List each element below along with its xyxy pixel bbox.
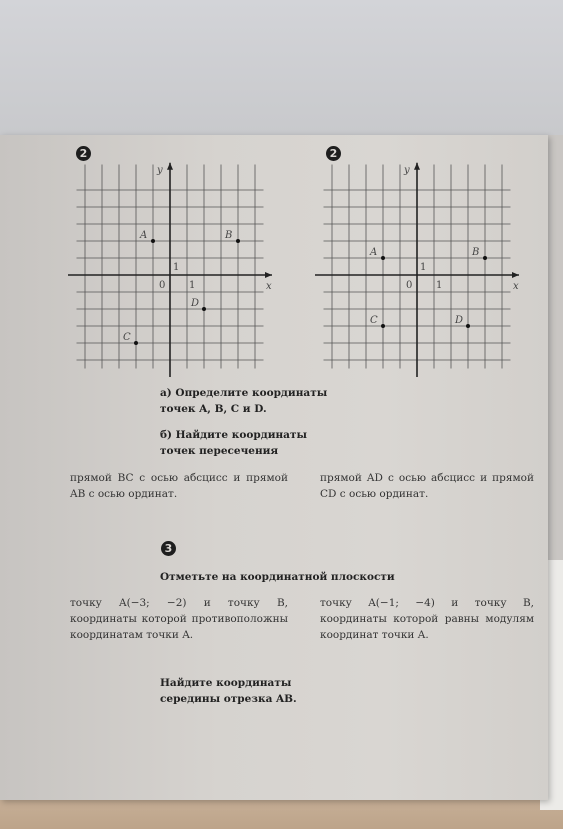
- left-tick-y: 1: [173, 262, 180, 273]
- find-line1: Найдите координаты: [160, 677, 292, 689]
- right-point-b: [483, 256, 487, 260]
- left-y-label: y: [157, 164, 163, 176]
- task-b-line2: точек пересечения: [160, 445, 279, 457]
- right-y-label: y: [404, 164, 410, 176]
- right-tick-y: 1: [420, 262, 427, 273]
- right-x-label: x: [513, 281, 519, 292]
- left-x-axis-arrow: [265, 272, 272, 278]
- left-point-c: [134, 341, 138, 345]
- right-origin-label: 0: [406, 280, 413, 291]
- task-a-line1: а) Определите координаты: [160, 387, 328, 399]
- right-point-d: [466, 324, 470, 328]
- right-y-axis-arrow: [414, 163, 420, 170]
- left-point-label-c: C: [123, 332, 131, 343]
- left-point-d: [202, 307, 206, 311]
- exercise-2-marker-left: 2: [76, 146, 91, 161]
- left-point-a: [151, 239, 155, 243]
- task-b-line1: б) Найдите координаты: [160, 429, 308, 441]
- background-wall: [0, 0, 563, 135]
- right-x-axis-arrow: [512, 272, 519, 278]
- exercise-3-right-text: точку A(−1; −4) и точку B, координаты которой равны модулям координат точки A.: [320, 597, 534, 641]
- right-point-label-b: B: [472, 247, 480, 258]
- task-b-right-text: прямой AD с осью абсцисс и прямой CD с осью ординат.: [320, 472, 534, 500]
- task-a-heading: [160, 385, 327, 417]
- task-a-line2: точек A, B, C и D.: [160, 403, 267, 415]
- left-x-label: x: [266, 281, 272, 292]
- exercise-3-heading: Отметьте на координатной плоскости: [160, 571, 395, 583]
- coordinate-grid-left: [75, 165, 275, 365]
- exercise-2-marker-right: 2: [326, 146, 341, 161]
- left-y-axis-arrow: [167, 163, 173, 170]
- right-point-label-a: A: [370, 247, 378, 258]
- exercise-3-marker: 3: [161, 541, 176, 556]
- left-point-b: [236, 239, 240, 243]
- task-b-left-text: прямой BC с осью абсцисс и прямой AB с осью ординат.: [70, 472, 288, 500]
- left-point-label-b: B: [225, 230, 233, 241]
- exercise-3-left-text: точку A(−3; −2) и точку B, координаты которой противоположны координатам точки A.: [70, 597, 288, 641]
- left-tick-x: 1: [189, 280, 196, 291]
- find-line2: середины отрезка AB.: [160, 693, 297, 705]
- left-point-label-a: A: [140, 230, 148, 241]
- right-point-c: [381, 324, 385, 328]
- right-point-label-d: D: [455, 315, 464, 326]
- textbook-page: [0, 135, 548, 800]
- task-b-heading: [160, 427, 307, 459]
- find-midpoint-heading: [160, 675, 297, 707]
- left-origin-label: 0: [159, 280, 166, 291]
- right-tick-x: 1: [436, 280, 443, 291]
- coordinate-grid-right: [322, 165, 522, 365]
- left-point-label-d: D: [191, 298, 200, 309]
- right-point-a: [381, 256, 385, 260]
- right-point-label-c: C: [370, 315, 378, 326]
